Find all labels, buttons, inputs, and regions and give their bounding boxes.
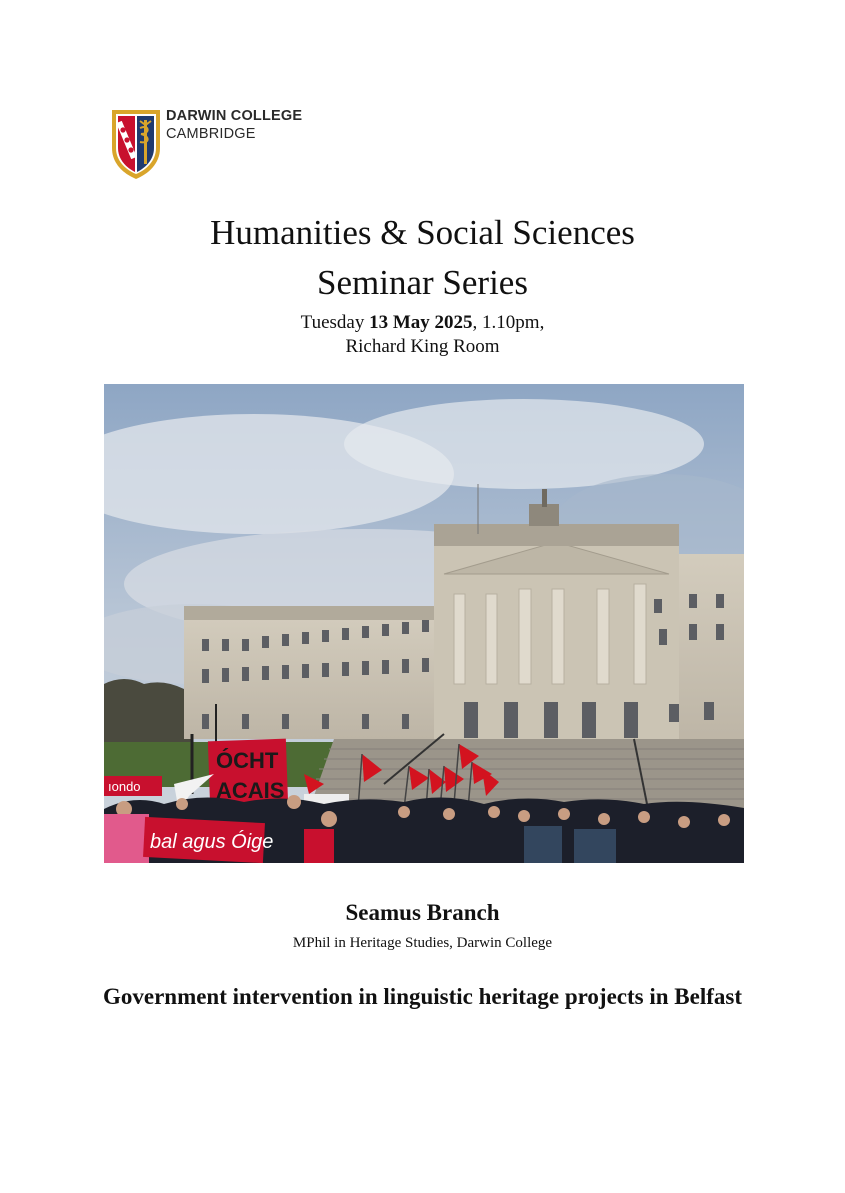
banner-bottom-text: bal agus Óige xyxy=(150,831,274,853)
parliament-photo xyxy=(104,384,744,863)
event-photo xyxy=(104,384,744,863)
event-time: , 1.10pm, xyxy=(472,312,545,333)
seminar-title xyxy=(0,208,845,308)
title-line-1: Humanities & Social Sciences xyxy=(210,213,635,252)
banner-edge-text: ıondo xyxy=(108,779,141,794)
event-room: Richard King Room xyxy=(345,336,500,357)
event-day: Tuesday xyxy=(300,312,365,333)
college-logo xyxy=(110,108,310,183)
college-crest-icon xyxy=(110,108,162,180)
logo-subname: CAMBRIDGE xyxy=(166,126,256,142)
talk-title: Government intervention in linguistic heritage projects in Belfast xyxy=(102,984,743,1009)
speaker-name: Seamus Branch xyxy=(345,900,500,925)
banner-top-text-2: ACAIS xyxy=(216,778,285,803)
event-date xyxy=(0,311,845,335)
speaker-affiliation: MPhil in Heritage Studies, Darwin College xyxy=(292,935,553,951)
banner-top-text: ÓCHT xyxy=(216,748,279,773)
logo-name: DARWIN COLLEGE xyxy=(166,108,303,124)
event-date-bold: 13 May 2025 xyxy=(369,312,473,333)
title-line-2: Seminar Series xyxy=(317,263,528,302)
